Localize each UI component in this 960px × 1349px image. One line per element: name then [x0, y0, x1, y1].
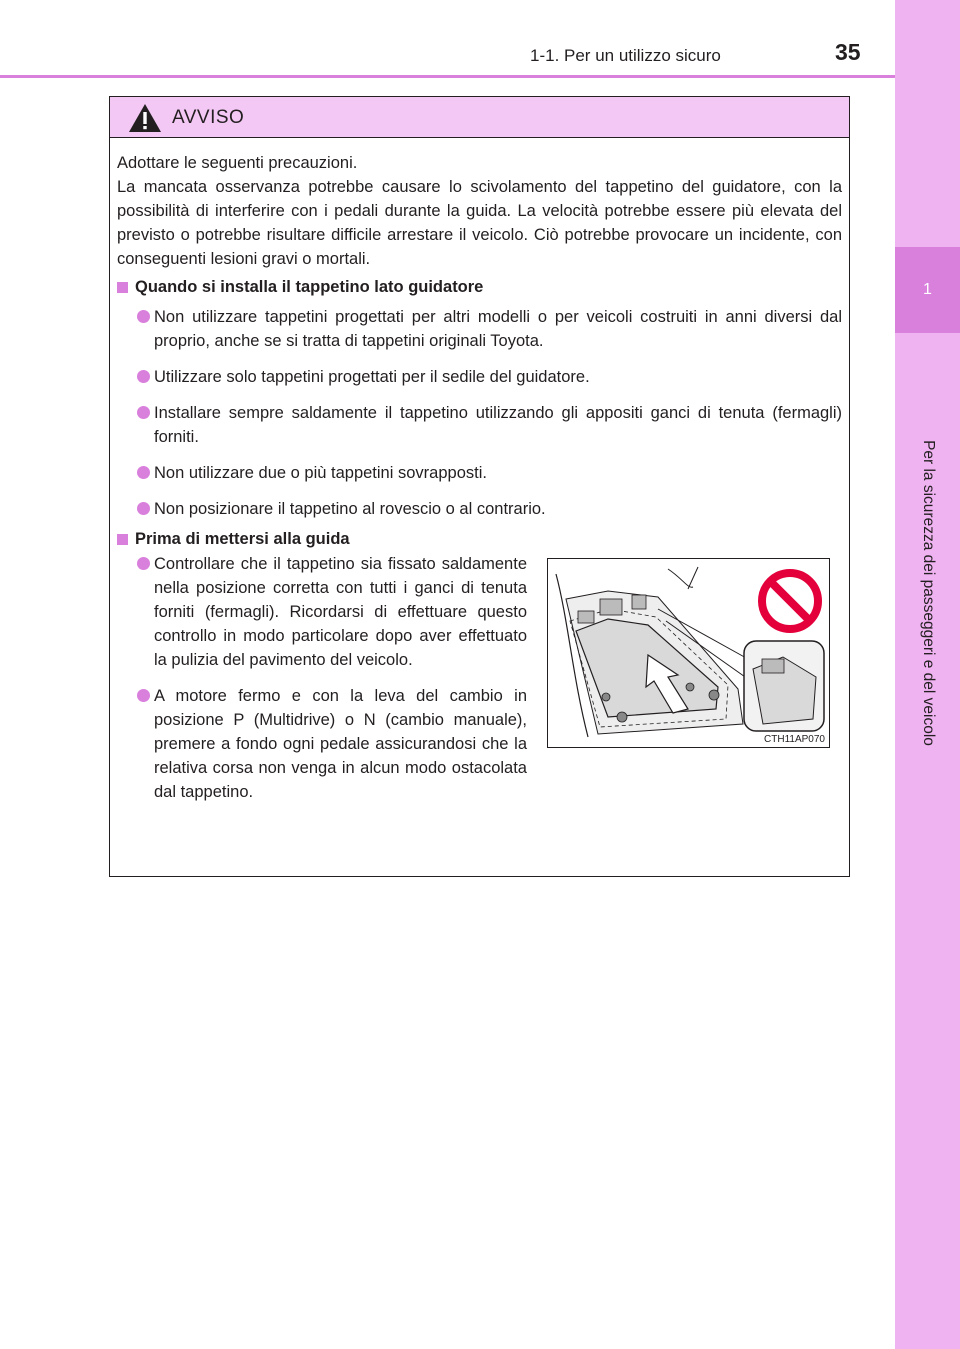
warning-header [110, 97, 849, 138]
warning-content [117, 151, 842, 557]
bullet-dot-icon [137, 689, 150, 702]
chapter-number: 1 [895, 247, 960, 333]
prohibited-icon [756, 567, 824, 635]
floor-mat-illustration [547, 558, 830, 748]
bullet-dot-icon [137, 466, 150, 479]
bullet-dot-icon [137, 502, 150, 515]
list-item: Non utilizzare due o più tappetini sovrapposti. [117, 461, 842, 485]
bullet-dot-icon [137, 406, 150, 419]
warning-box [109, 96, 850, 877]
bullet-dot-icon [137, 370, 150, 383]
section-heading-before-driving [117, 527, 842, 551]
section-header: 1-1. Per un utilizzo sicuro [530, 46, 721, 65]
list-item: Non utilizzare tappetini progettati per altri modelli o per veicoli costruiti in anni diversi dal proprio, anche se si tratta di tappetini originali Toyota. [117, 305, 842, 353]
bullet-dot-icon [137, 310, 150, 323]
list-item: Non posizionare il tappetino al rovescio o al contrario. [117, 497, 842, 521]
chapter-side-tab [895, 0, 960, 1349]
header-rule [0, 75, 895, 78]
section-heading-text: Prima di mettersi alla guida [135, 530, 350, 548]
warning-intro: Adottare le seguenti precauzioni. [117, 154, 358, 172]
list-item: Controllare che il tappetino sia fissato saldamente nella posizione corretta con tutti i ganci di tenuta forniti (fermagli). Ricordarsi di effettuare questo controllo in modo particolare dopo aver effettuato la pulizia del pavimento del veicolo. [117, 552, 527, 672]
list-item: Installare sempre saldamente il tappetino utilizzando gli appositi ganci di tenuta (fermagli) forniti. [117, 401, 842, 449]
chapter-title: Per la sicurezza dei passeggeri e del veicolo [920, 440, 937, 746]
square-bullet-icon [117, 534, 128, 545]
section-heading-driver-mat [117, 275, 842, 299]
list-item: Utilizzare solo tappetini progettati per il sedile del guidatore. [117, 365, 842, 389]
chapter-title-vertical [913, 343, 943, 843]
square-bullet-icon [117, 282, 128, 293]
warning-body: La mancata osservanza potrebbe causare lo scivolamento del tappetino del guidatore, con la possibilità di interferire con i pedali durante la guida. La velocità potrebbe essere più elevata del previsto o potrebbe risultare difficile arrestare il veicolo. Ciò potrebbe provocare un incidente, con conseguenti lesioni gravi o mortali. [117, 178, 842, 268]
warning-triangle-icon [128, 103, 162, 133]
before-driving-list [117, 552, 527, 816]
illustration-code: CTH11AP070 [764, 734, 825, 745]
section-heading-text: Quando si installa il tappetino lato guidatore [135, 278, 484, 296]
page-number: 35 [835, 39, 861, 65]
list-item: A motore fermo e con la leva del cambio in posizione P (Multidrive) o N (cambio manuale), premere a fondo ogni pedale assicurandosi che la relativa corsa non venga in alcun modo ostacolata dal tappetino. [117, 684, 527, 804]
warning-title: AVVISO [172, 107, 245, 128]
bullet-dot-icon [137, 557, 150, 570]
